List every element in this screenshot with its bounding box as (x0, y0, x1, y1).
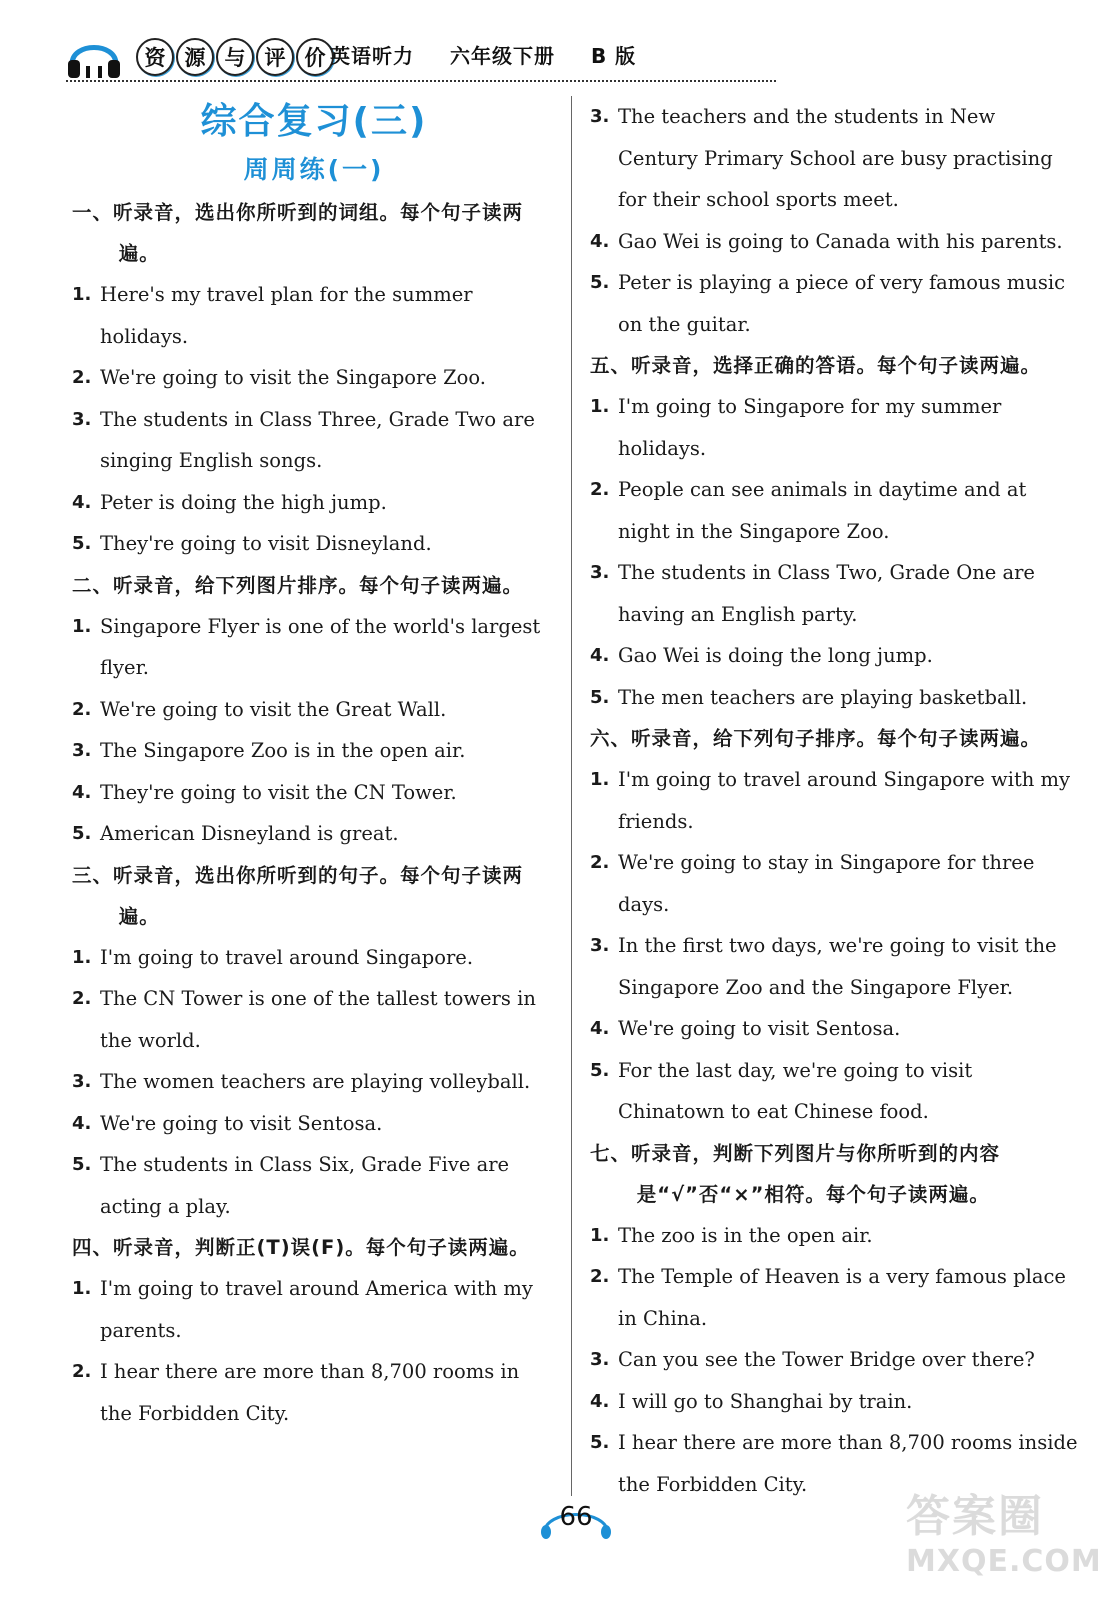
watermark-url: MXQE.COM (906, 1544, 1102, 1579)
item-number: 3. (72, 1071, 92, 1092)
section-heading: 一、听录音，选出你所听到的词组。每个句子读两遍。 (72, 201, 524, 265)
item-number: 1. (72, 284, 92, 305)
list-item (590, 1339, 1080, 1381)
item-text: American Disneyland is great. (100, 822, 399, 845)
list-item (590, 635, 1080, 677)
item-text: Gao Wei is going to Canada with his parents. (618, 229, 1063, 253)
list-item (590, 677, 1080, 719)
item-text: The Singapore Zoo is in the open air. (100, 739, 466, 762)
item-number: 5. (590, 1432, 610, 1453)
item-text: The teachers and the students in New Century Primary School are busy practising for their school sports meet. (618, 105, 1053, 211)
item-number: 3. (72, 408, 92, 430)
item-number: 1. (72, 615, 92, 637)
item-text: Singapore Flyer is one of the world's largest flyer. (100, 614, 541, 679)
item-text: The students in Class Two, Grade One are having an English party. (618, 561, 1035, 626)
page-header (0, 0, 1108, 84)
item-text: The students in Class Six, Grade Five are acting a play. (100, 1153, 510, 1218)
item-text: They're going to visit Disneyland. (100, 532, 432, 555)
item-text: I hear there are more than 8,700 rooms inside the Forbidden City. (618, 1431, 1078, 1496)
item-text: We're going to visit Sentosa. (618, 1017, 901, 1040)
list-item (72, 523, 556, 565)
watermark-title: 答案圈 (906, 1491, 1044, 1542)
list-item (72, 1103, 556, 1145)
list-item (590, 552, 1080, 635)
item-number: 4. (590, 1390, 610, 1412)
list-item (72, 1061, 556, 1103)
brand-char: 与 (216, 38, 254, 76)
list-item (72, 482, 556, 524)
item-text: I'm going to Singapore for my summer holidays. (618, 395, 1002, 460)
list-item (72, 1268, 556, 1351)
brand-logo (136, 38, 334, 78)
item-number: 4. (72, 1112, 92, 1134)
section-heading: 四、听录音，判断正(T)误(F)。每个句子读两遍。 (72, 1236, 530, 1259)
item-text: The men teachers are playing basketball. (618, 685, 1028, 709)
brand-char: 资 (136, 38, 174, 76)
item-text: The students in Class Three, Grade Two are singing English songs. (100, 407, 535, 472)
item-number: 2. (590, 852, 610, 873)
list-item (590, 1215, 1080, 1257)
list-item (72, 399, 556, 482)
item-text: I hear there are more than 8,700 rooms in the Forbidden City. (100, 1360, 520, 1425)
item-number: 1. (590, 769, 610, 790)
item-text: The women teachers are playing volleyball. (100, 1070, 531, 1093)
item-text: Can you see the Tower Bridge over there? (618, 1348, 1035, 1371)
page-title: 综合复习(三) (200, 101, 428, 142)
right-column (590, 96, 1080, 1505)
page-subtitle: 周周练(一) (243, 155, 385, 184)
item-text: Peter is playing a piece of very famous music on the guitar. (618, 271, 1066, 336)
list-item (590, 1256, 1080, 1339)
item-text: Gao Wei is doing the long jump. (618, 644, 933, 667)
item-number: 5. (590, 1059, 610, 1081)
section-heading: 六、听录音，给下列句子排序。每个句子读两遍。 (590, 727, 1042, 750)
list-item (590, 1008, 1080, 1050)
item-number: 4. (590, 1018, 610, 1039)
item-number: 3. (590, 1349, 610, 1370)
headphones-icon (66, 28, 122, 80)
item-number: 2. (72, 367, 92, 388)
list-item (590, 96, 1080, 221)
item-number: 2. (590, 1266, 610, 1287)
item-text: The Temple of Heaven is a very famous place in China. (618, 1265, 1066, 1330)
list-item (72, 689, 556, 731)
list-item (590, 925, 1080, 1008)
item-text: I'm going to travel around Singapore. (100, 945, 474, 969)
item-number: 4. (72, 781, 92, 803)
subject-label: 英语听力 (330, 44, 414, 68)
list-item (72, 1351, 556, 1434)
item-number: 1. (590, 396, 610, 417)
list-item (72, 357, 556, 399)
item-number: 1. (72, 1278, 92, 1299)
item-text: I'm going to travel around Singapore with my friends. (618, 768, 1071, 833)
list-item (72, 606, 556, 689)
page-number-text: 66 (559, 1502, 593, 1532)
list-item (590, 842, 1080, 925)
section-heading: 五、听录音，选择正确的答语。每个句子读两遍。 (590, 354, 1042, 377)
item-number: 5. (590, 272, 610, 293)
item-number: 2. (72, 1361, 92, 1382)
list-item (72, 274, 556, 357)
item-text: For the last day, we're going to visit Chinatown to eat Chinese food. (618, 1058, 973, 1123)
edition-label: B 版 (590, 44, 637, 68)
item-number: 5. (72, 533, 92, 554)
column-divider (571, 96, 572, 1496)
item-number: 4. (72, 491, 92, 513)
list-item (590, 262, 1080, 345)
item-number: 3. (590, 935, 610, 956)
item-text: We're going to visit the Singapore Zoo. (100, 366, 486, 389)
list-item (590, 1050, 1080, 1133)
list-item (72, 730, 556, 772)
section-heading: 七、听录音，判断下列图片与你所听到的内容是“√”否“×”相符。每个句子读两遍。 (590, 1141, 1001, 1206)
item-text: In the first two days, we're going to visit the Singapore Zoo and the Singapore Flyer. (618, 934, 1057, 999)
section-heading: 三、听录音，选出你所听到的句子。每个句子读两遍。 (72, 863, 524, 928)
header-divider (66, 80, 776, 82)
item-text: They're going to visit the CN Tower. (100, 780, 457, 804)
page-number (536, 1500, 616, 1540)
list-item (590, 221, 1080, 263)
list-item (590, 386, 1080, 469)
grade-label: 六年级下册 (449, 44, 555, 68)
item-number: 5. (72, 1154, 92, 1175)
item-number: 2. (72, 698, 92, 720)
item-number: 4. (590, 230, 610, 252)
item-number: 3. (590, 562, 610, 583)
list-item (590, 1381, 1080, 1423)
item-text: We're going to visit Sentosa. (100, 1111, 383, 1135)
item-text: We're going to visit the Great Wall. (100, 697, 447, 721)
item-text: We're going to stay in Singapore for three days. (618, 851, 1035, 916)
item-text: Peter is doing the high jump. (100, 490, 387, 514)
section-heading: 二、听录音，给下列图片排序。每个句子读两遍。 (72, 573, 524, 597)
item-text: The CN Tower is one of the tallest towers in the world. (100, 987, 536, 1052)
brand-char: 价 (296, 38, 334, 76)
list-item (72, 1144, 556, 1227)
header-meta (330, 40, 664, 69)
item-text: I'm going to travel around America with my parents. (100, 1277, 533, 1342)
left-column (72, 96, 556, 1434)
item-number: 4. (590, 645, 610, 666)
item-number: 2. (72, 988, 92, 1009)
list-item (590, 759, 1080, 842)
brand-char: 评 (256, 38, 294, 76)
item-number: 3. (590, 106, 610, 127)
item-text: The zoo is in the open air. (618, 1223, 873, 1247)
list-item (72, 937, 556, 979)
brand-char: 源 (176, 38, 214, 76)
list-item (72, 813, 556, 855)
item-number: 5. (72, 823, 92, 844)
item-number: 1. (590, 1224, 610, 1246)
list-item (72, 978, 556, 1061)
item-text: I will go to Shanghai by train. (618, 1389, 913, 1413)
item-number: 1. (72, 946, 92, 968)
item-number: 3. (72, 740, 92, 761)
item-number: 2. (590, 479, 610, 500)
list-item (72, 772, 556, 814)
item-text: Here's my travel plan for the summer holidays. (100, 283, 473, 348)
item-text: People can see animals in daytime and at night in the Singapore Zoo. (618, 478, 1027, 543)
watermark (906, 1480, 1102, 1590)
list-item (590, 469, 1080, 552)
item-number: 5. (590, 686, 610, 708)
